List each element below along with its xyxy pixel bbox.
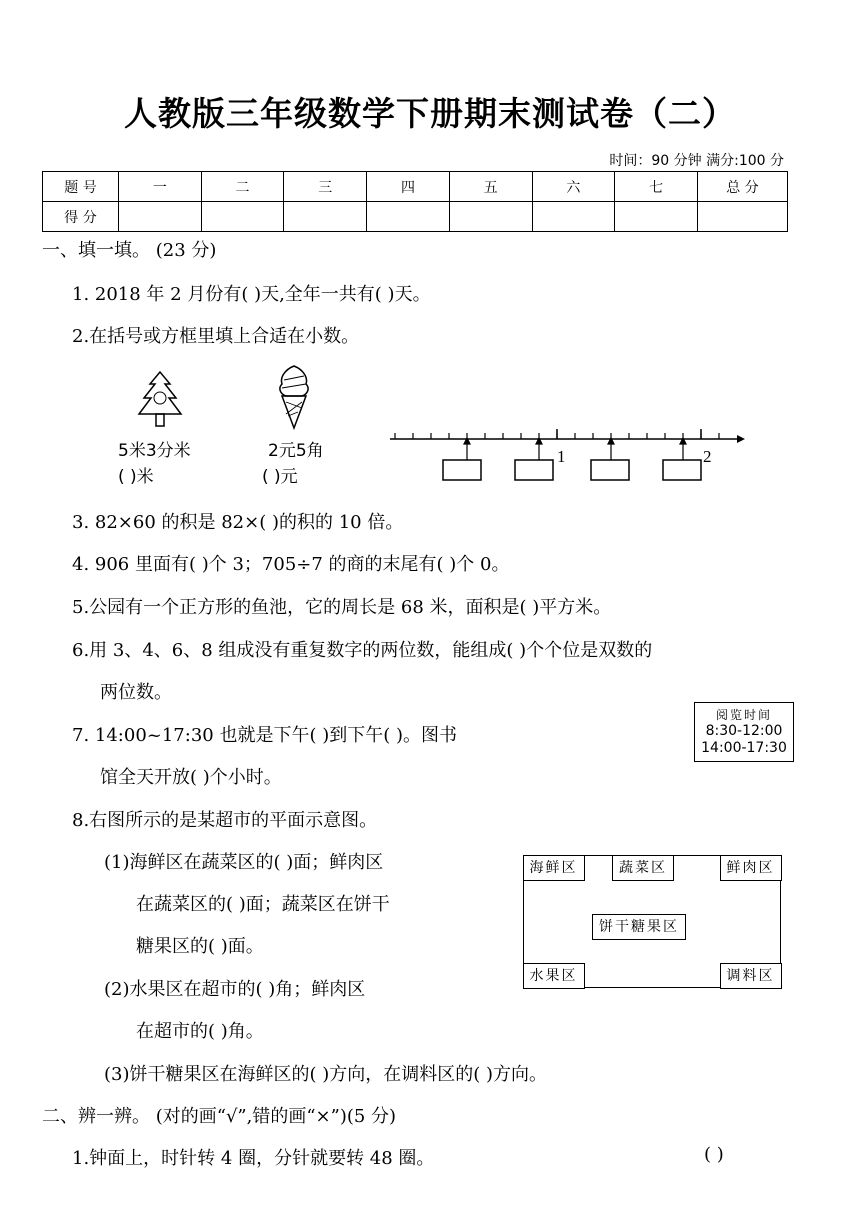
question-8: 8.右图所示的是某超市的平面示意图。: [72, 810, 378, 831]
score-header-row: [43, 172, 788, 202]
question-8-2-line2: 在超市的( )角。: [136, 1021, 264, 1042]
question-7-line2: 馆全天开放( )个小时。: [100, 767, 282, 788]
sign-afternoon-hours: 14:00-17:30: [701, 740, 787, 756]
section2-heading: 二、辨一辨。 (对的画“√”,错的画“×”)(5 分): [42, 1106, 397, 1127]
header-cell: 六: [532, 172, 615, 202]
numline-answer-box[interactable]: [515, 460, 553, 480]
question-6-line1: 6.用 3、4、6、8 组成没有重复数字的两位数，能组成( )个个位是双数的: [72, 640, 653, 661]
ice-cream-icon: [274, 364, 314, 432]
library-hours-sign: [694, 702, 794, 762]
numline-answer-box[interactable]: [443, 460, 481, 480]
map-meat-zone: 鲜肉区: [720, 855, 782, 881]
question-7-line1: 7. 14:00~17:30 也就是下午( )到下午( )。图书: [72, 725, 457, 746]
ice-cream-answer-blank: ( )元: [262, 467, 298, 487]
score-cell[interactable]: [615, 202, 698, 232]
question-5: 5.公园有一个正方形的鱼池，它的周长是 68 米，面积是( )平方米。: [72, 597, 612, 618]
score-cell[interactable]: [284, 202, 367, 232]
question-4: 4. 906 里面有( )个 3；705÷7 的商的末尾有( )个 0。: [72, 554, 510, 575]
supermarket-map: [523, 855, 781, 988]
header-cell: 题 号: [43, 172, 119, 202]
tree-answer-blank: ( )米: [118, 467, 154, 487]
map-candy-zone: 饼干糖果区: [592, 914, 686, 940]
score-row: [43, 202, 788, 232]
header-cell: 三: [284, 172, 367, 202]
ice-cream-price-label: 2元5角: [268, 441, 324, 461]
header-cell: 七: [615, 172, 698, 202]
question-8-1-line1: (1)海鲜区在蔬菜区的( )面；鲜肉区: [104, 852, 384, 873]
score-table: [42, 171, 788, 232]
score-cell[interactable]: [119, 202, 202, 232]
page-title: 人教版三年级数学下册期末测试卷（二）: [124, 94, 736, 133]
score-cell[interactable]: [367, 202, 450, 232]
numline-answer-box[interactable]: [591, 460, 629, 480]
map-seasoning-zone: 调料区: [720, 963, 782, 989]
score-cell[interactable]: [698, 202, 788, 232]
question-3: 3. 82×60 的积是 82×( )的积的 10 倍。: [72, 512, 404, 533]
header-cell: 五: [449, 172, 532, 202]
question-2: 2.在括号或方框里填上合适在小数。: [72, 326, 360, 347]
question-8-3: (3)饼干糖果区在海鲜区的( )方向，在调料区的( )方向。: [104, 1064, 548, 1085]
judge-question-1: 1.钟面上，时针转 4 圈，分针就要转 48 圈。: [72, 1148, 435, 1169]
sign-title: 阅览时间: [715, 708, 772, 722]
question-8-1-line3: 糖果区的( )面。: [136, 936, 264, 957]
question-8-2-line1: (2)水果区在超市的( )角；鲜肉区: [104, 979, 366, 1000]
header-cell: 总 分: [698, 172, 788, 202]
tree-length-label: 5米3分米: [118, 441, 191, 461]
section1-heading: 一、填一填。 (23 分): [42, 240, 217, 261]
score-cell[interactable]: [201, 202, 284, 232]
map-vegetable-zone: 蔬菜区: [612, 855, 674, 881]
score-row-label: 得 分: [43, 202, 119, 232]
tree-icon: [134, 370, 186, 432]
sign-morning-hours: 8:30-12:00: [705, 723, 783, 739]
exam-meta: 时间：90 分钟 满分:100 分: [609, 153, 784, 169]
header-cell: 一: [119, 172, 202, 202]
judge-answer-blank[interactable]: ( ): [704, 1144, 724, 1165]
question-6-line2: 两位数。: [100, 682, 172, 703]
score-cell[interactable]: [532, 202, 615, 232]
score-cell[interactable]: [449, 202, 532, 232]
map-seafood-zone: 海鲜区: [523, 855, 585, 881]
map-fruit-zone: 水果区: [523, 963, 585, 989]
number-line: [385, 420, 745, 490]
numline-label-2: 2: [703, 447, 712, 466]
question-8-1-line2: 在蔬菜区的( )面；蔬菜区在饼干: [136, 894, 390, 915]
header-cell: 二: [201, 172, 284, 202]
numline-answer-box[interactable]: [663, 460, 701, 480]
numline-label-1: 1: [557, 447, 566, 466]
header-cell: 四: [367, 172, 450, 202]
question-1: 1. 2018 年 2 月份有( )天,全年一共有( )天。: [72, 284, 431, 305]
